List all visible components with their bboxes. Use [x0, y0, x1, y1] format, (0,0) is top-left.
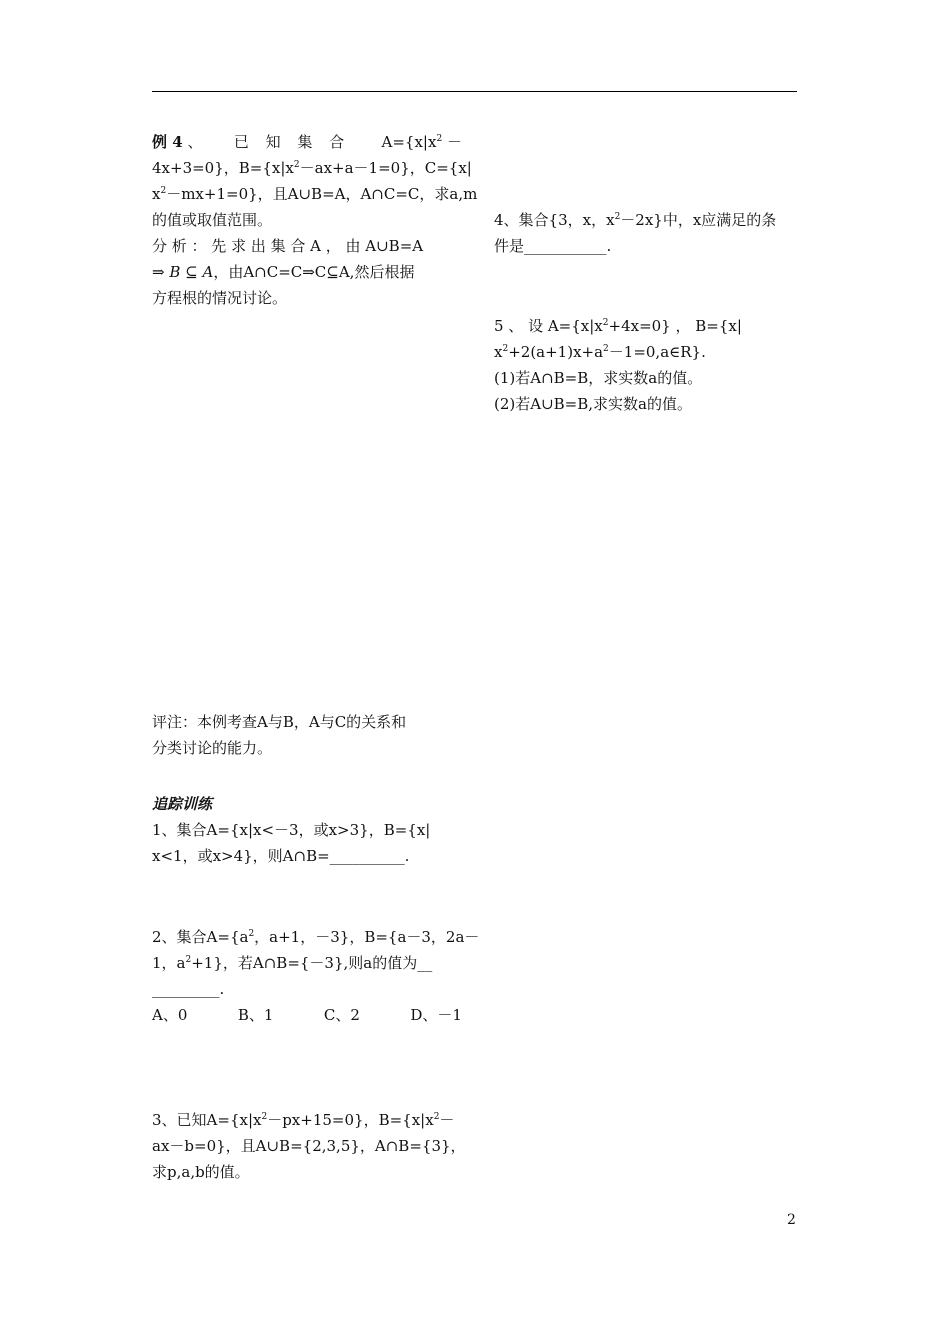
q5-part2: (2)若A∪B=B,求实数a的值。	[494, 395, 692, 413]
analysis-line3: 方程根的情况讨论。	[152, 289, 288, 307]
q4-line2: 件是___________.	[494, 237, 612, 255]
page-number: 2	[787, 1212, 796, 1228]
q4-line1: 4、集合{3，x，$x^2-2x$}中，x应满足的条	[494, 211, 777, 229]
q3-line3: 求p,a,b的值。	[152, 1163, 250, 1181]
note-line1: 评注：本例考查A与B，A与C的关系和	[152, 713, 407, 731]
q2-option-b: B、1	[237, 1006, 274, 1024]
q2-options	[152, 1002, 462, 1028]
q4-block	[494, 207, 797, 259]
q2-option-c: C、2	[323, 1006, 360, 1024]
q1-line1: 1、集合A={x|x<－3，或x>3}，B={x|	[152, 821, 431, 839]
note-line2: 分类讨论的能力。	[152, 739, 273, 757]
q2-option-a: A、0	[152, 1006, 188, 1024]
example4-line2: 4x+3=0}，$B=\{x|x^2-ax+a-1=0\}$，C={x|	[152, 159, 472, 177]
q2-line3: _________.	[152, 980, 225, 998]
q2-option-d: D、－1	[410, 1006, 462, 1024]
analysis-line1: 分 析 ： 先 求 出 集 合 A ， 由 A∪B=A	[152, 237, 424, 255]
q3-line2: ax－b=0}，且A∪B={2,3,5}，A∩B={3}，	[152, 1137, 466, 1155]
q3-line1: 3、已知$A=\{x|x^2-px+15=0\}$，$B=\{x|x^2-$	[152, 1111, 455, 1129]
q2-line2: 1，$a^2+1$}，若A∩B={－3},则a的值为__	[152, 954, 433, 972]
left-column	[152, 129, 480, 1181]
q1-line2: x<1，或x>4}，则A∩B=__________.	[152, 847, 410, 865]
q5-line2: $x^2+2(a+1)x+a^2-1=0,a\in R$}.	[494, 343, 706, 361]
example4-line4: 的值或取值范围。	[152, 211, 273, 229]
example4-line3: $x^2-mx+1=0$}，且A∪B=A，A∩C=C，求a,m	[152, 185, 478, 203]
example4-label: 例 4	[152, 133, 183, 151]
example4-line1: 例 4 、 已 知 集 合 $A=\{x|x^2$ －	[152, 133, 462, 151]
q5-line1: 5 、 设 $A=\{x|x^2+4x=0\}$ ， B={x|	[494, 317, 742, 335]
analysis-line2: ⇒ B ⊆ A，由A∩C=C⇒C⊆A,然后根据	[152, 263, 415, 281]
q5-block	[494, 313, 797, 417]
header-rule	[152, 91, 797, 92]
tracking-heading: 追踪训练	[152, 795, 213, 813]
q2-line1: 2、集合$A=\{a^2$，a+1，－3}，B={a－3，2a－	[152, 928, 480, 946]
q5-part1: (1)若A∩B=B，求实数a的值。	[494, 369, 703, 387]
